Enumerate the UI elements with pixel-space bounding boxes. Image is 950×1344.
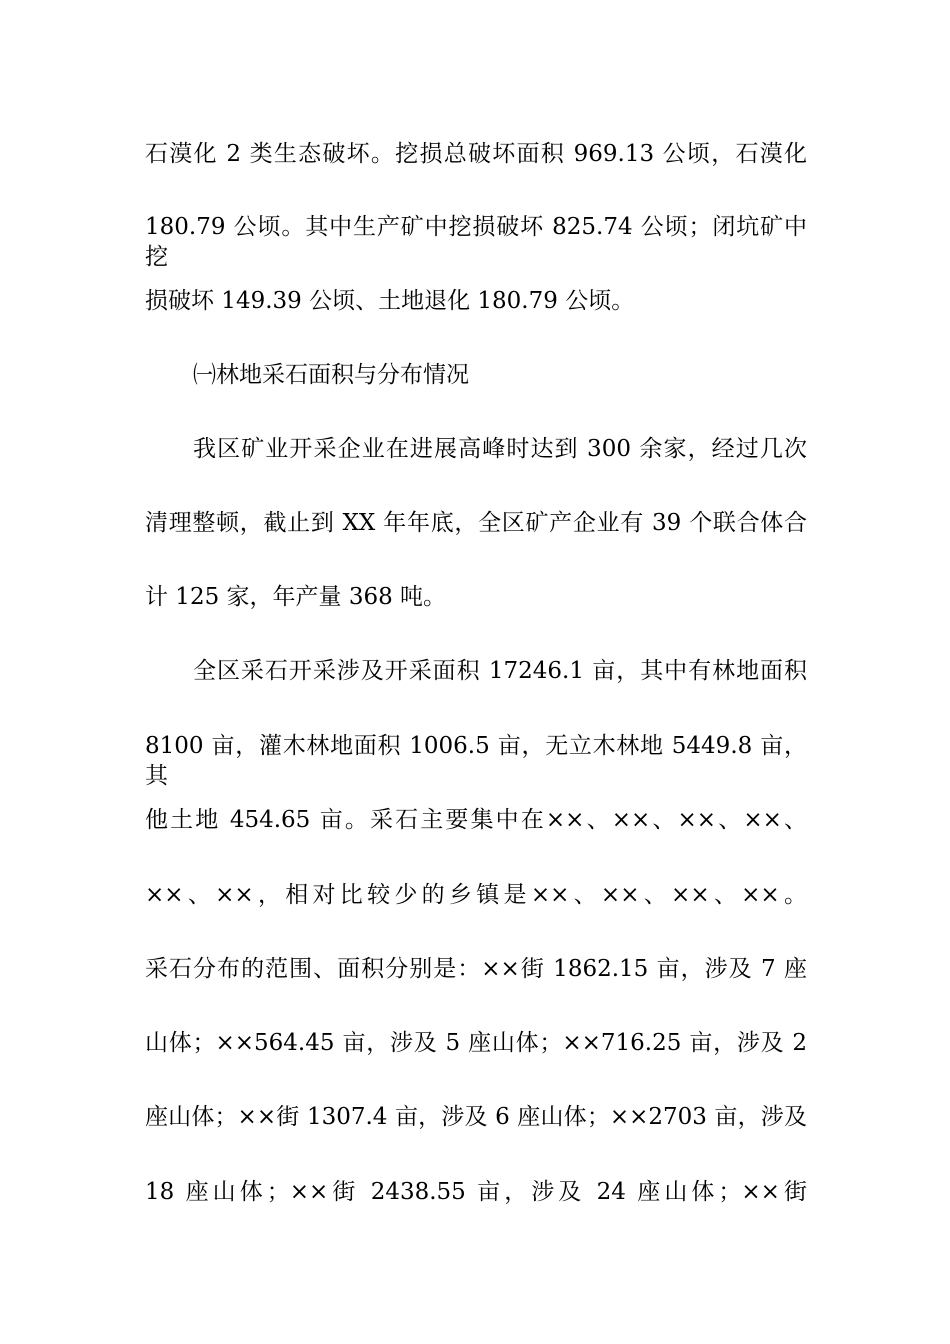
text-line: 石漠化 2 类生态破坏。挖损总破坏面积 969.13 公顷，石漠化 xyxy=(145,141,807,167)
text-line: 计 125 家，年产量 368 吨。 xyxy=(145,584,447,610)
text-line: ××、××，相对比较少的乡镇是××、××、××、××。 xyxy=(145,882,807,908)
text-line: 我区矿业开采企业在进展高峰时达到 300 余家，经过几次 xyxy=(193,436,807,462)
text-line: 全区采石开采涉及开采面积 17246.1 亩，其中有林地面积 xyxy=(193,658,807,684)
section-heading: ㈠林地采石面积与分布情况 xyxy=(193,362,469,388)
text-line: 损破坏 149.39 公顷、土地退化 180.79 公顷。 xyxy=(145,288,635,314)
text-line: 清理整顿，截止到 XX 年年底，全区矿产企业有 39 个联合体合 xyxy=(145,510,807,536)
text-line: 他土地 454.65 亩。采石主要集中在××、××、××、××、 xyxy=(145,807,807,833)
text-line: 180.79 公顷。其中生产矿中挖损破坏 825.74 公顷；闭坑矿中挖 xyxy=(145,214,807,270)
text-line: 18 座山体；××街 2438.55 亩，涉及 24 座山体；××街 xyxy=(145,1179,807,1205)
text-line: 山体；××564.45 亩，涉及 5 座山体；××716.25 亩，涉及 2 xyxy=(145,1030,807,1056)
text-line: 座山体；××街 1307.4 亩，涉及 6 座山体；××2703 亩，涉及 xyxy=(145,1104,807,1130)
text-line: 采石分布的范围、面积分别是：××街 1862.15 亩，涉及 7 座 xyxy=(145,956,807,982)
text-line: 8100 亩，灌木林地面积 1006.5 亩，无立木林地 5449.8 亩，其 xyxy=(145,733,807,789)
